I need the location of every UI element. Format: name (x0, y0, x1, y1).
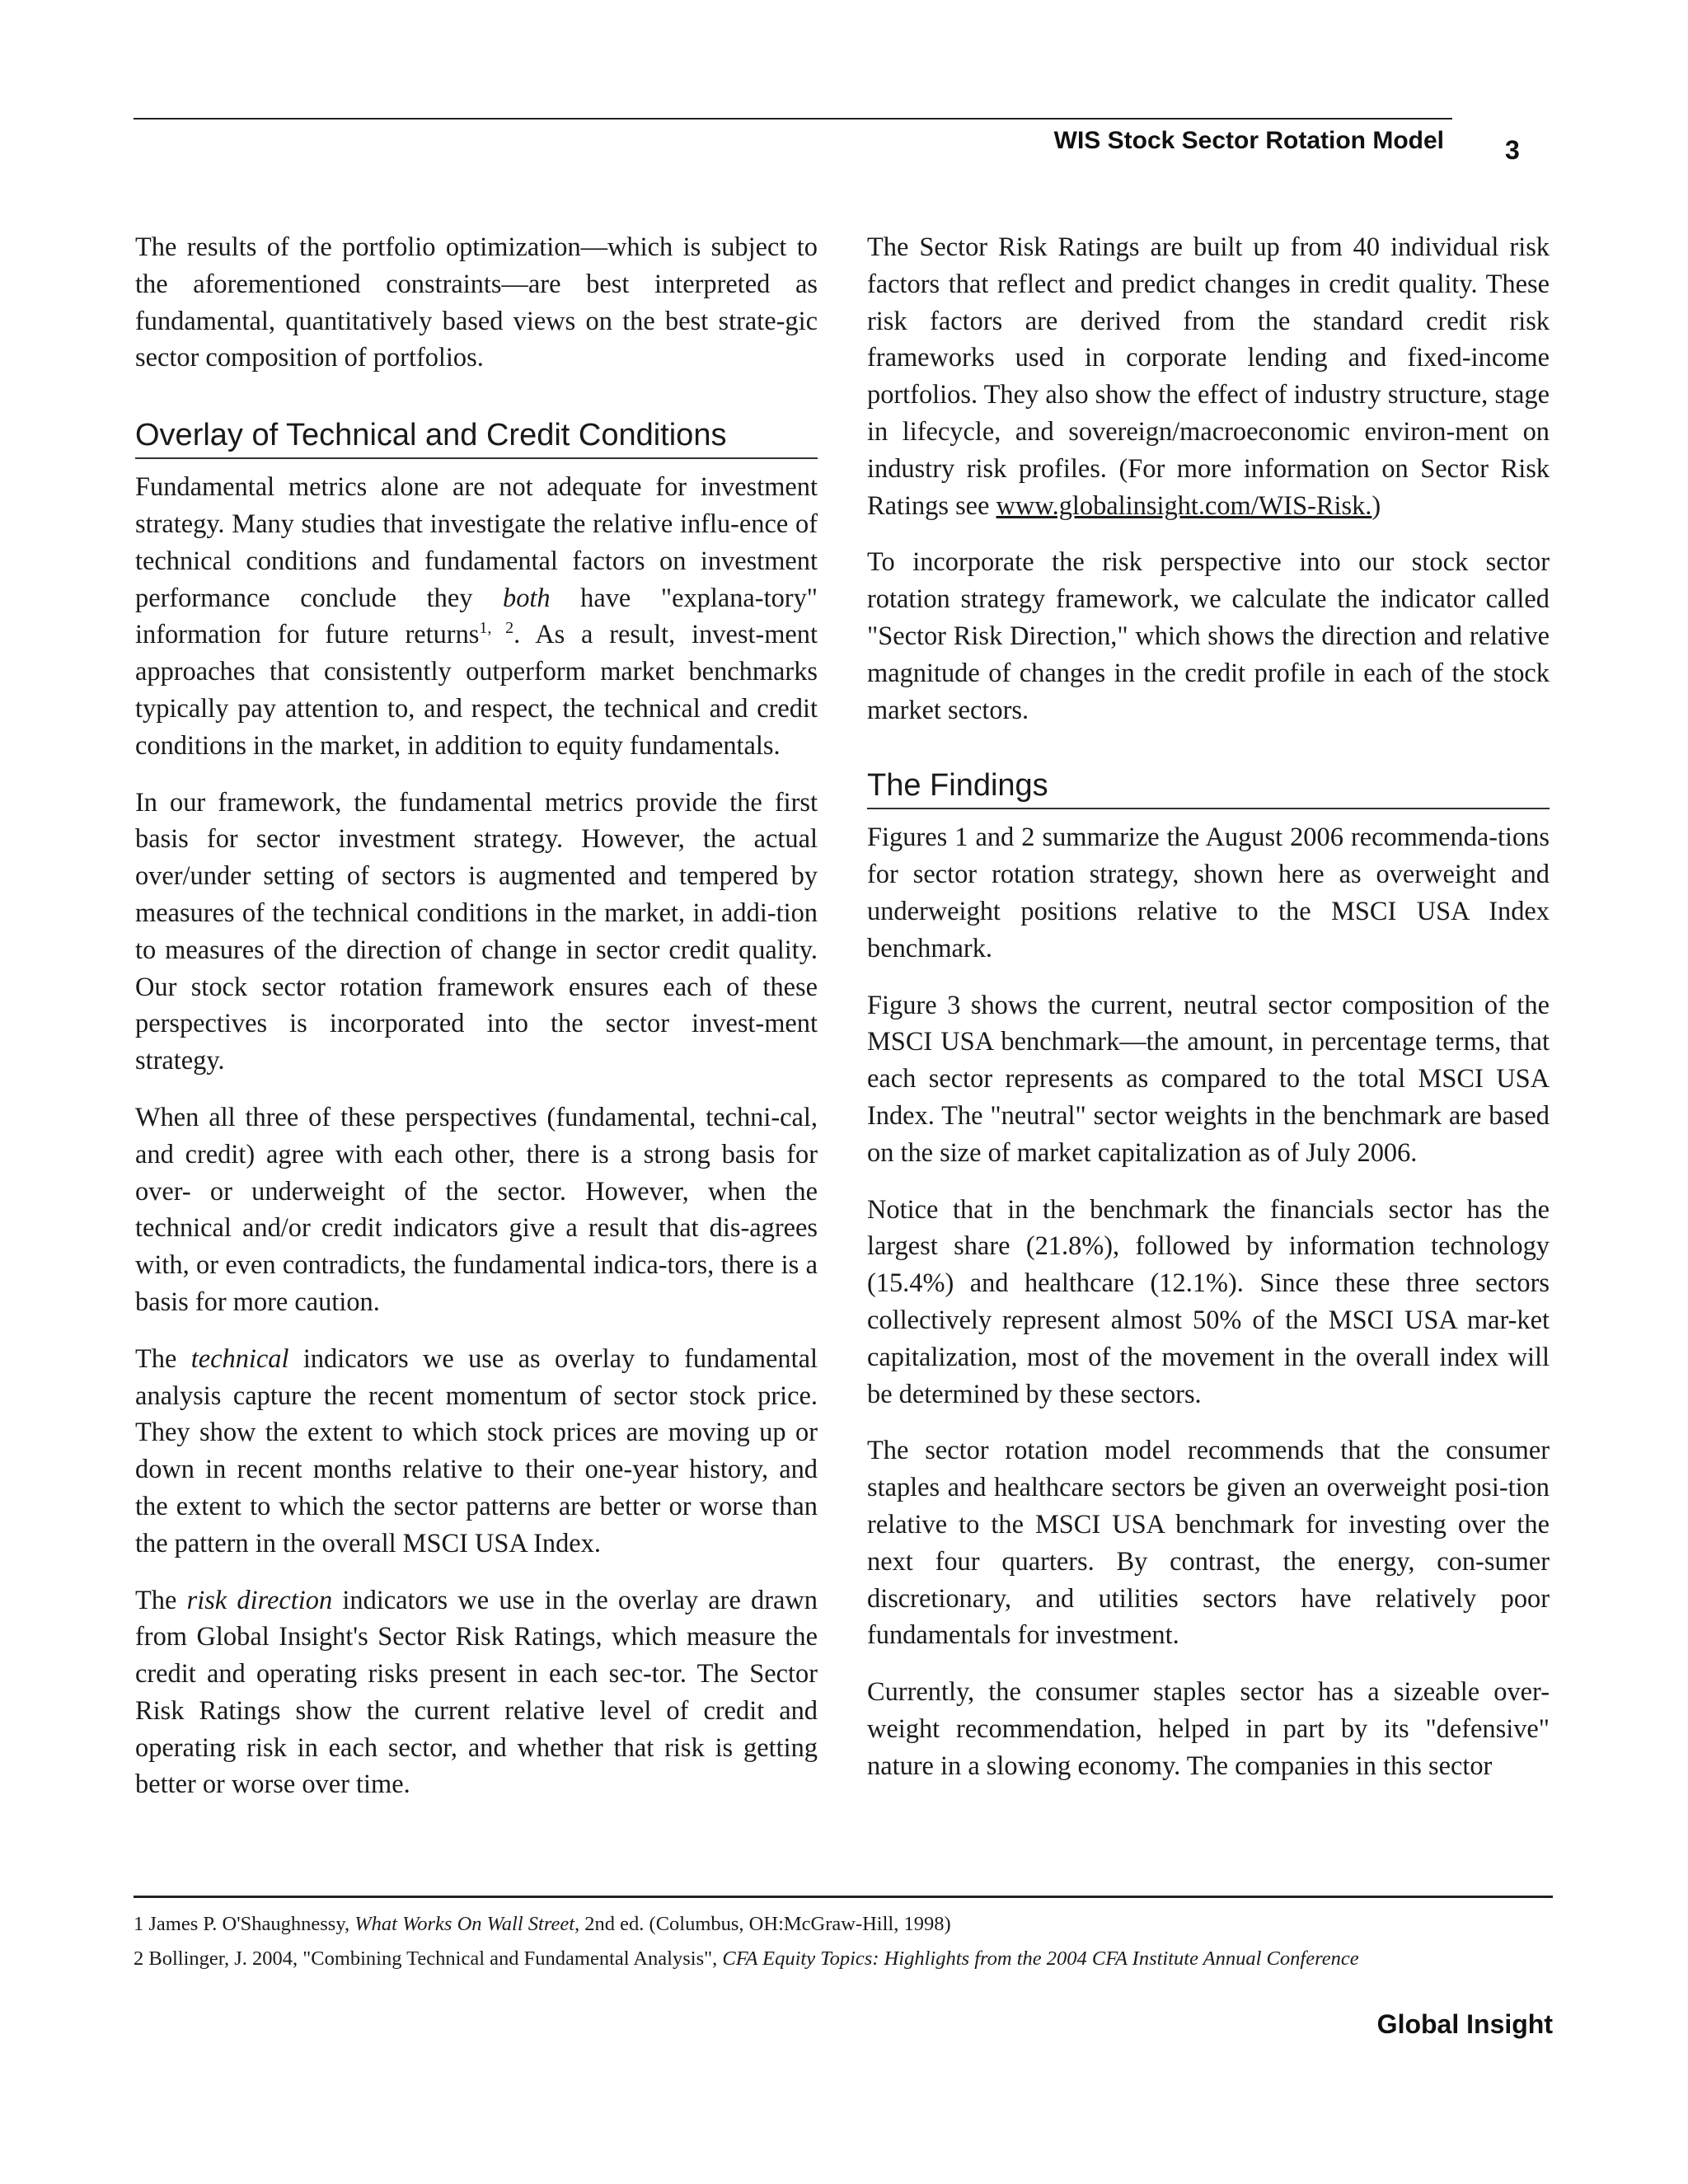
text-run: The (135, 1585, 187, 1615)
footnote-title: CFA Equity Topics: Highlights from the 2004 CFA Institute Annual Conference (722, 1947, 1359, 1970)
footnote-number: 1 (134, 1913, 144, 1935)
paragraph-risk-direction (135, 1582, 818, 1804)
paragraph-figure-3: Figure 3 shows the current, neutral sector composition of the MSCI USA benchmark—the amount, in percentage terms, that each sector represents as compared to the total MSCI USA Index. The "neutral" sector weights in the benchmark are based on the size of market capitalization as of July 2006. (867, 990, 1550, 1168)
wis-risk-link[interactable]: www.globalinsight.com/WIS-Risk. (996, 490, 1372, 521)
text-run: Fundamental metrics alone are not adequate for investment strategy. Many studies that investigate the relative influ-ence of technical conditions and fundamental factors on investment performance conclude they (135, 472, 818, 613)
paragraph-fundamental-metrics (135, 469, 818, 764)
footnote-2 (134, 1943, 1576, 1975)
paragraph-technical-indicators (135, 1341, 818, 1563)
section-heading-overlay: Overlay of Technical and Credit Conditions (135, 416, 818, 459)
text-run: have "explana-tory" information for future returns (135, 583, 818, 650)
footnote-title: What Works On Wall Street (354, 1913, 575, 1935)
paragraph-framework: In our framework, the fundamental metrics provide the first basis for sector investment strategy. However, the actual over/under setting of sectors is augmented and tempered by measures of the technical conditions in the market, in addi-tion to measures of the direction of change in sector credit quality. Our stock sector rotation framework ensures each of these perspectives is incorporated into the sector invest-ment strategy. (135, 787, 818, 1076)
text-run: indicators we use in the overlay are drawn from Global Insight's Sector Risk Ratings, which measure the credit and operating risks present in each sec-tor. The Sector Risk Ratings show the current relative level of credit and operating risk in each sector, and whether that risk is getting better or worse over time. (135, 1585, 818, 1800)
paragraph-consumer-staples: Currently, the consumer staples sector has a sizeable over-weight recommendation, helped in part by its "defensive" nature in a slowing economy. The companies in this sector (867, 1677, 1550, 1781)
paragraph-recommendations: The sector rotation model recommends that the consumer staples and healthcare sectors be given an overweight posi-tion relative to the MSCI USA benchmark for investing over the next four quarters. By contrast, the energy, con-sumer discretionary, and utilities sectors have relatively poor fundamentals for investment. (867, 1436, 1550, 1651)
running-title: WIS Stock Sector Rotation Model (1053, 127, 1444, 154)
emphasis: risk direction (186, 1585, 333, 1615)
footnote-reference: 1, 2 (479, 619, 514, 638)
left-column (135, 229, 818, 1803)
footnote-text: James P. O'Shaughnessy, (143, 1913, 355, 1935)
emphasis: technical (190, 1343, 289, 1374)
text-run: The (135, 1343, 191, 1374)
header-rule (134, 118, 1452, 120)
paragraph-risk-perspective: To incorporate the risk perspective into our stock sector rotation strategy framework, we calculate the indicator called "Sector Risk Direction," which shows the direction and relative magnitude of changes in the credit profile in each of the stock market sectors. (867, 547, 1550, 725)
intro-paragraph: The results of the portfolio optimization—which is subject to the aforementioned constraints—are best interpreted as fundamental, quantitatively based views on the best strate-gic sector composition of portfolios. (135, 232, 818, 373)
text-run: indicators we use as overlay to fundamental analysis capture the recent momentum of sector stock price. They show the extent to which stock prices are moving up or down in recent months relative to their one-year history, and the extent to which the sector patterns are better or worse than the pattern in the overall MSCI USA Index. (135, 1343, 818, 1558)
paragraph-benchmark-shares: Notice that in the benchmark the financials sector has the largest share (21.8%), followed by information technology (15.4%) and healthcare (12.1%). Since these three sectors collectively represent almost 50% of the MSCI USA mar-ket capitalization, most of the movement in the overall index will be determined by these sectors. (867, 1194, 1550, 1409)
footnote-text: Bollinger, J. 2004, "Combining Technical and Fundamental Analysis", (143, 1947, 723, 1970)
footnotes (134, 1909, 1576, 1978)
footnote-number: 2 (134, 1947, 144, 1970)
paragraph-three-perspectives: When all three of these perspectives (fundamental, techni-cal, and credit) agree with each other, there is a strong basis for over- or underweight of the sector. However, when the technical and/or credit indicators give a result that dis-agrees with, or even contradicts, the fundamental indica-tors, there is a basis for more caution. (135, 1102, 818, 1317)
footnote-rule (134, 1896, 1553, 1898)
footnote-text: , 2nd ed. (Columbus, OH:McGraw-Hill, 1998) (574, 1913, 951, 1935)
section-heading-findings: The Findings (867, 766, 1550, 809)
emphasis: both (503, 583, 551, 613)
text-run: ) (1372, 490, 1381, 521)
publisher-name: Global Insight (1376, 2009, 1553, 2039)
right-column (867, 229, 1550, 1784)
text-run: The Sector Risk Ratings are built up from 40 individual risk factors that reflect and predict changes in credit quality. These risk factors are derived from the standard credit risk frameworks used in corporate lending and fixed-income portfolios. They also show the effect of industry structure, stage in lifecycle, and sovereign/macroeconomic environ-ment on industry risk profiles. (For more information on Sector Risk Ratings see (867, 232, 1550, 521)
page-number: 3 (1505, 135, 1520, 165)
text-run: . As a result, invest-ment approaches that consistently outperform market benchmarks typically pay attention to, and respect, the technical and credit conditions in the market, in addition to equity fundamentals. (135, 620, 818, 761)
footnote-1 (134, 1909, 1576, 1940)
paragraph-figures-1-2: Figures 1 and 2 summarize the August 2006 recommenda-tions for sector rotation strategy, shown here as overweight and underweight positions relative to the MSCI USA Index benchmark. (867, 823, 1550, 963)
paragraph-risk-ratings (867, 229, 1550, 524)
